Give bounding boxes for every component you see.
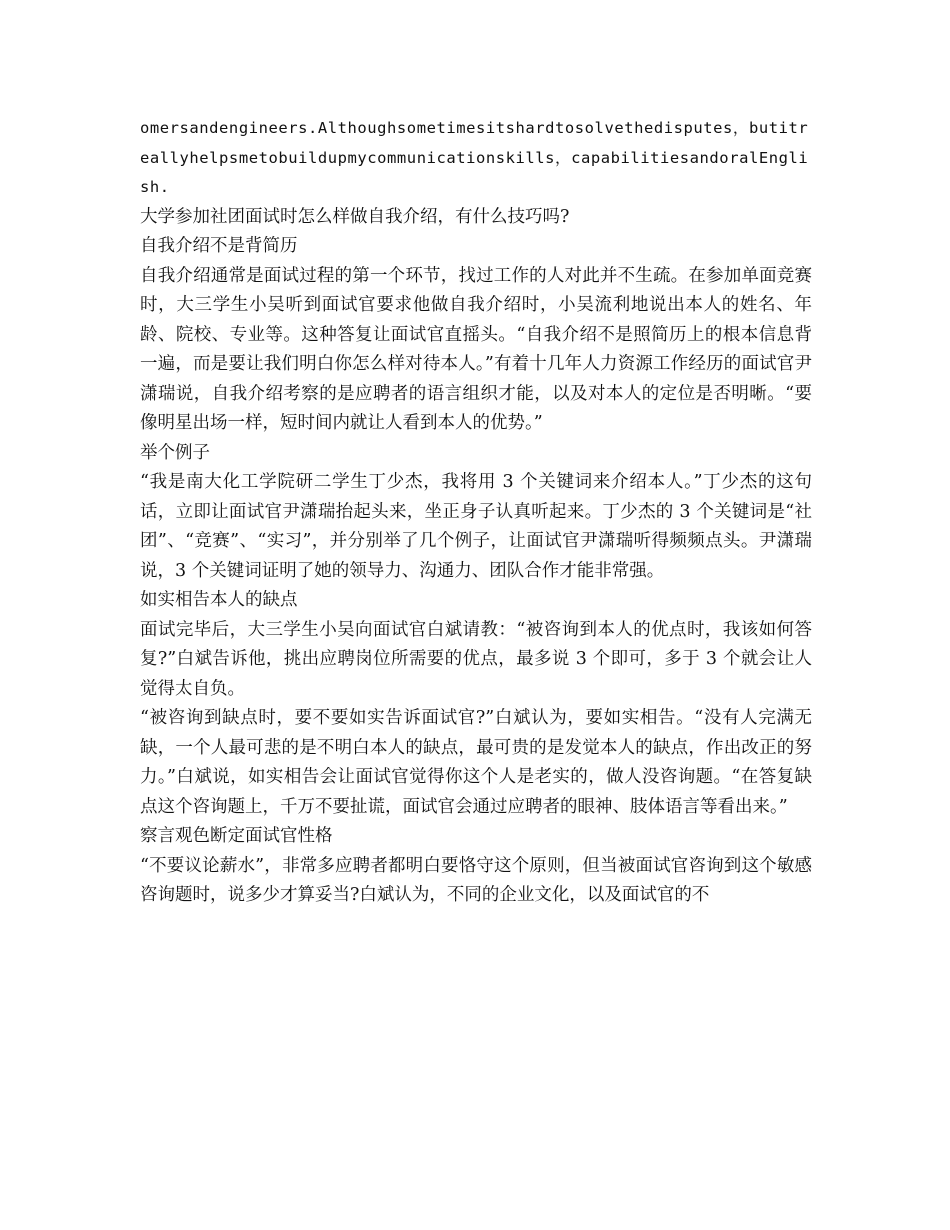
body-paragraph: 面试完毕后，大三学生小吴向面试官白斌请教：“被咨询到本人的优点时，我该如何答复?”白斌告诉他，挑出应聘岗位所需要的优点，最多说 3 个即可，多于 3 个就会让人觉得太自负。 <box>140 619 812 699</box>
body-paragraph: “我是南大化工学院研二学生丁少杰，我将用 3 个关键词来介绍本人。”丁少杰的这句话，立即让面试官尹潇瑞抬起头来，坐正身子认真听起来。丁少杰的 3 个关键词是“社团”、“竞赛”、“实习”，并分别举了几个例子，让面试官尹潇瑞听得频频点头。尹潇瑞说，3 个关键词证明了她的领导力、沟通力、团队合作才能非常强。 <box>140 472 812 581</box>
section-heading: 如实相告本人的缺点 <box>140 590 298 610</box>
section-heading: 举个例子 <box>140 442 210 463</box>
document-body <box>140 114 812 911</box>
section-heading: 察言观色断定面试官性格 <box>140 826 333 846</box>
section-heading: 自我介绍不是背简历 <box>140 236 298 256</box>
body-paragraph: “不要议论薪水”，非常多应聘者都明白要恪守这个原则，但当被面试官咨询到这个敏感咨询题时，说多少才算妥当?白斌认为，不同的企业文化，以及面试官的不 <box>140 855 812 905</box>
body-paragraph: 自我介绍通常是面试过程的第一个环节，找过工作的人对此并不生疏。在参加单面竞赛时，大三学生小吴听到面试官要求他做自我介绍时，小吴流利地说出本人的姓名、年龄、院校、专业等。这种答复让面试官直摇头。“自我介绍不是照简历上的根本信息背一遍，而是要让我们明白你怎么样对待本人。”有着十几年人力资源工作经历的面试官尹潇瑞说，自我介绍考察的是应聘者的语言组织才能，以及对本人的定位是否明晰。“要像明星出场一样，短时间内就让人看到本人的优势。” <box>140 265 812 433</box>
english-paragraph: omersandengineers.Althoughsometimesitshardtosolvethedisputes，butitreallyhelpsmetobuildupmycommunicationskills，capabilitiesandoralEnglish. <box>140 119 809 196</box>
article-title: 大学参加社团面试时怎么样做自我介绍，有什么技巧吗? <box>140 206 570 227</box>
body-paragraph: “被咨询到缺点时，要不要如实告诉面试官?”白斌认为，要如实相告。“没有人完满无缺，一个人最可悲的是不明白本人的缺点，最可贵的是发觉本人的缺点，作出改正的努力。”白斌说，如实相告会让面试官觉得你这个人是老实的，做人没咨询题。“在答复缺点这个咨询题上，千万不要扯谎，面试官会通过应聘者的眼神、肢体语言等看出来。” <box>140 708 812 817</box>
